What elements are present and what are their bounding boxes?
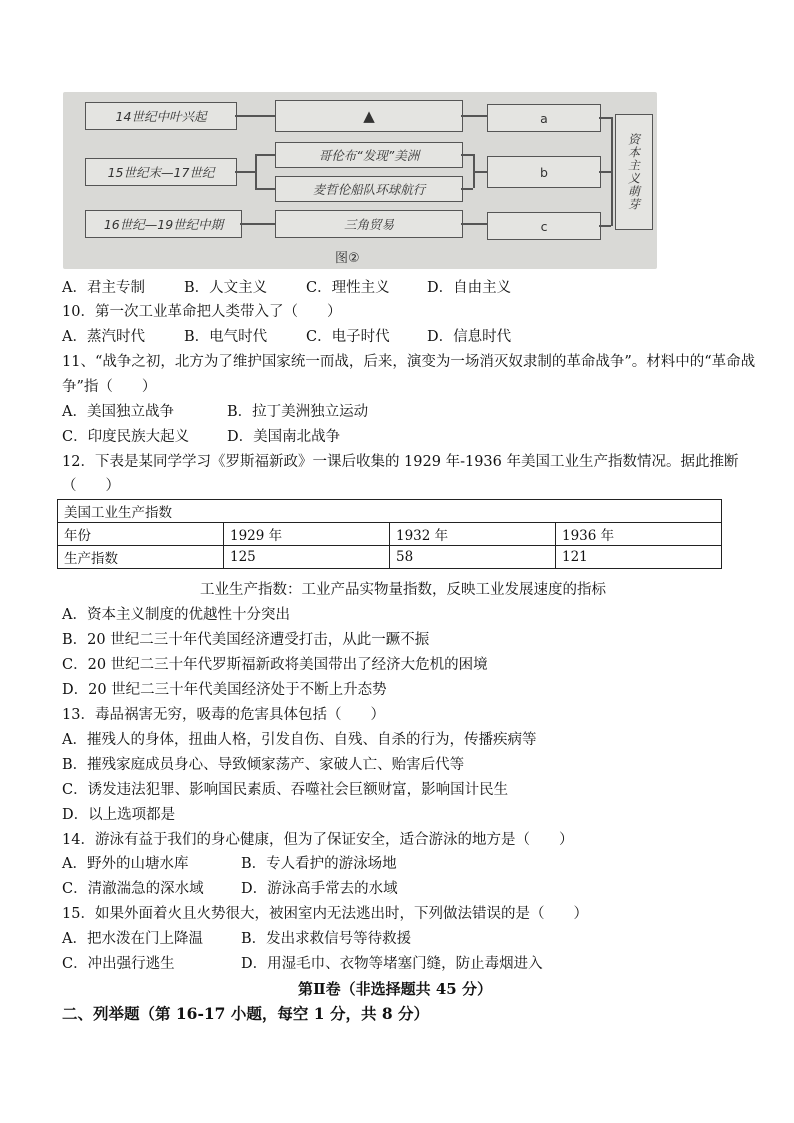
q12-option-c: C．20 世纪二三十年代罗斯福新政将美国带出了经济大危机的困境 [62, 657, 488, 673]
triangle-icon: ▲ [363, 107, 375, 125]
table-cell: 1932 年 [390, 523, 556, 546]
q13-option-c: C．诱发违法犯罪、影响国民素质、吞噬社会巨额财富，影响国计民生 [62, 782, 509, 798]
table-row [58, 546, 722, 569]
connector [461, 223, 487, 225]
q15-option-d: D．用湿毛巾、衣物等堵塞门缝，防止毒烟进入 [241, 956, 543, 972]
table-note: 工业生产指数：工业产品实物量指数，反映工业发展速度的指标 [200, 582, 606, 598]
q13-option-a: A．摧残人的身体，扭曲人格，引发自伤、自残、自杀的行为，传播疾病等 [62, 732, 537, 748]
answer-a-label: a [540, 110, 548, 126]
table-cell: 1936 年 [556, 523, 722, 546]
table-cell: 125 [224, 546, 390, 569]
table-cell: 1929 年 [224, 523, 390, 546]
magellan-box [275, 176, 463, 202]
q9-option-b: B．人文主义 [184, 280, 268, 296]
row1-period-label: 14世纪中叶兴起 [115, 109, 207, 124]
connector [461, 188, 473, 190]
columbus-box [275, 142, 463, 168]
q12-option-d: D．20 世纪二三十年代美国经济处于不断上升态势 [62, 682, 387, 698]
answer-b-label: b [540, 164, 548, 180]
q11-option-c: C．印度民族大起义 [62, 429, 190, 445]
q15-option-c: C．冲出强行逃生 [62, 956, 175, 972]
connector [255, 188, 275, 190]
answer-box-c [487, 212, 601, 240]
connector [235, 115, 275, 117]
magellan-label: 麦哲伦船队环球航行 [312, 182, 426, 197]
flow-diagram-figure [63, 92, 657, 269]
q11-option-b: B．拉丁美洲独立运动 [227, 404, 369, 420]
q9-option-c: C．理性主义 [306, 280, 390, 296]
q13-option-b: B．摧残家庭成员身心、导致倾家荡产、家破人亡、贻害后代等 [62, 757, 465, 773]
q15-stem: 15．如果外面着火且火势很大，被困室内无法逃出时，下列做法错误的是（ ） [62, 906, 588, 922]
q13-option-d: D．以上选项都是 [62, 807, 176, 823]
table-title: 美国工业生产指数 [58, 500, 722, 523]
q13-stem: 13．毒品祸害无穷，吸毒的危害具体包括（ ） [62, 707, 385, 723]
q12-option-b: B．20 世纪二三十年代美国经济遭受打击，从此一蹶不振 [62, 632, 430, 648]
connector [255, 154, 275, 156]
capitalism-sprout-box [615, 114, 653, 230]
q15-option-a: A．把水泼在门上降温 [62, 931, 203, 947]
table-cell: 年份 [58, 523, 224, 546]
q11-stem-line2: 争”指（ ） [62, 379, 157, 395]
table-title-row [58, 500, 722, 523]
answer-box-a [487, 104, 601, 132]
connector [599, 225, 611, 227]
answer-c-label: c [540, 218, 548, 234]
q11-option-a: A．美国独立战争 [62, 404, 174, 420]
row2-period-box [85, 158, 237, 186]
answer-box-b [487, 156, 601, 188]
row1-period-box [85, 102, 237, 130]
q15-option-b: B．发出求救信号等待救援 [241, 931, 412, 947]
q14-option-c: C．清澈湍急的深水域 [62, 881, 204, 897]
q14-stem: 14．游泳有益于我们的身心健康，但为了保证安全，适合游泳的地方是（ ） [62, 832, 574, 848]
q12-option-a: A．资本主义制度的优越性十分突出 [62, 607, 290, 623]
q10-option-d: D．信息时代 [427, 329, 512, 345]
connector [461, 154, 473, 156]
connector [235, 171, 255, 173]
q10-option-a: A．蒸汽时代 [62, 329, 145, 345]
row2-period-label: 15世纪末—17世纪 [107, 165, 215, 180]
connector [611, 117, 613, 226]
q14-option-d: D．游泳高手常去的水域 [241, 881, 398, 897]
q9-option-d: D．自由主义 [427, 280, 512, 296]
connector [599, 117, 611, 119]
production-index-table [57, 499, 722, 569]
part2-title: 第Ⅱ卷（非选择题共 45 分） [298, 980, 492, 998]
q10-option-b: B．电气时代 [184, 329, 268, 345]
connector [461, 115, 487, 117]
triangle-placeholder-box [275, 100, 463, 132]
connector [473, 171, 487, 173]
q10-option-c: C．电子时代 [306, 329, 390, 345]
q12-stem-line1: 12．下表是某同学学习《罗斯福新政》一课后收集的 1929 年-1936 年美国工业生产指数情况。据此推断 [62, 454, 739, 470]
row3-period-label: 16世纪—19世纪中期 [103, 217, 224, 232]
table-row [58, 523, 722, 546]
connector [599, 171, 611, 173]
q12-stem-line2: （ ） [62, 478, 120, 494]
figure-caption: 图② [335, 251, 360, 266]
table-cell: 58 [390, 546, 556, 569]
triangle-trade-label: 三角贸易 [343, 217, 394, 232]
columbus-label: 哥伦布“发现”美洲 [318, 148, 420, 163]
table-cell: 121 [556, 546, 722, 569]
q11-option-d: D．美国南北战争 [227, 429, 341, 445]
table-cell: 生产指数 [58, 546, 224, 569]
q11-stem-line1: 11、“战争之初，北方为了维护国家统一而战，后来，演变为一场消灭奴隶制的革命战争”。材料中的“革命战 [62, 354, 756, 370]
q14-option-b: B．专人看护的游泳场地 [241, 856, 397, 872]
triangle-trade-box [275, 210, 463, 238]
q10-stem: 10．第一次工业革命把人类带入了（ ） [62, 304, 342, 320]
q9-option-a: A．君主专制 [62, 280, 145, 296]
row3-period-box [85, 210, 242, 238]
q14-option-a: A．野外的山塘水库 [62, 856, 189, 872]
connector [255, 154, 257, 188]
capitalism-sprout-label: 资本主义萌芽 [626, 133, 641, 211]
connector [240, 223, 275, 225]
section2-title: 二、列举题（第 16-17 小题，每空 1 分，共 8 分） [62, 1004, 430, 1023]
